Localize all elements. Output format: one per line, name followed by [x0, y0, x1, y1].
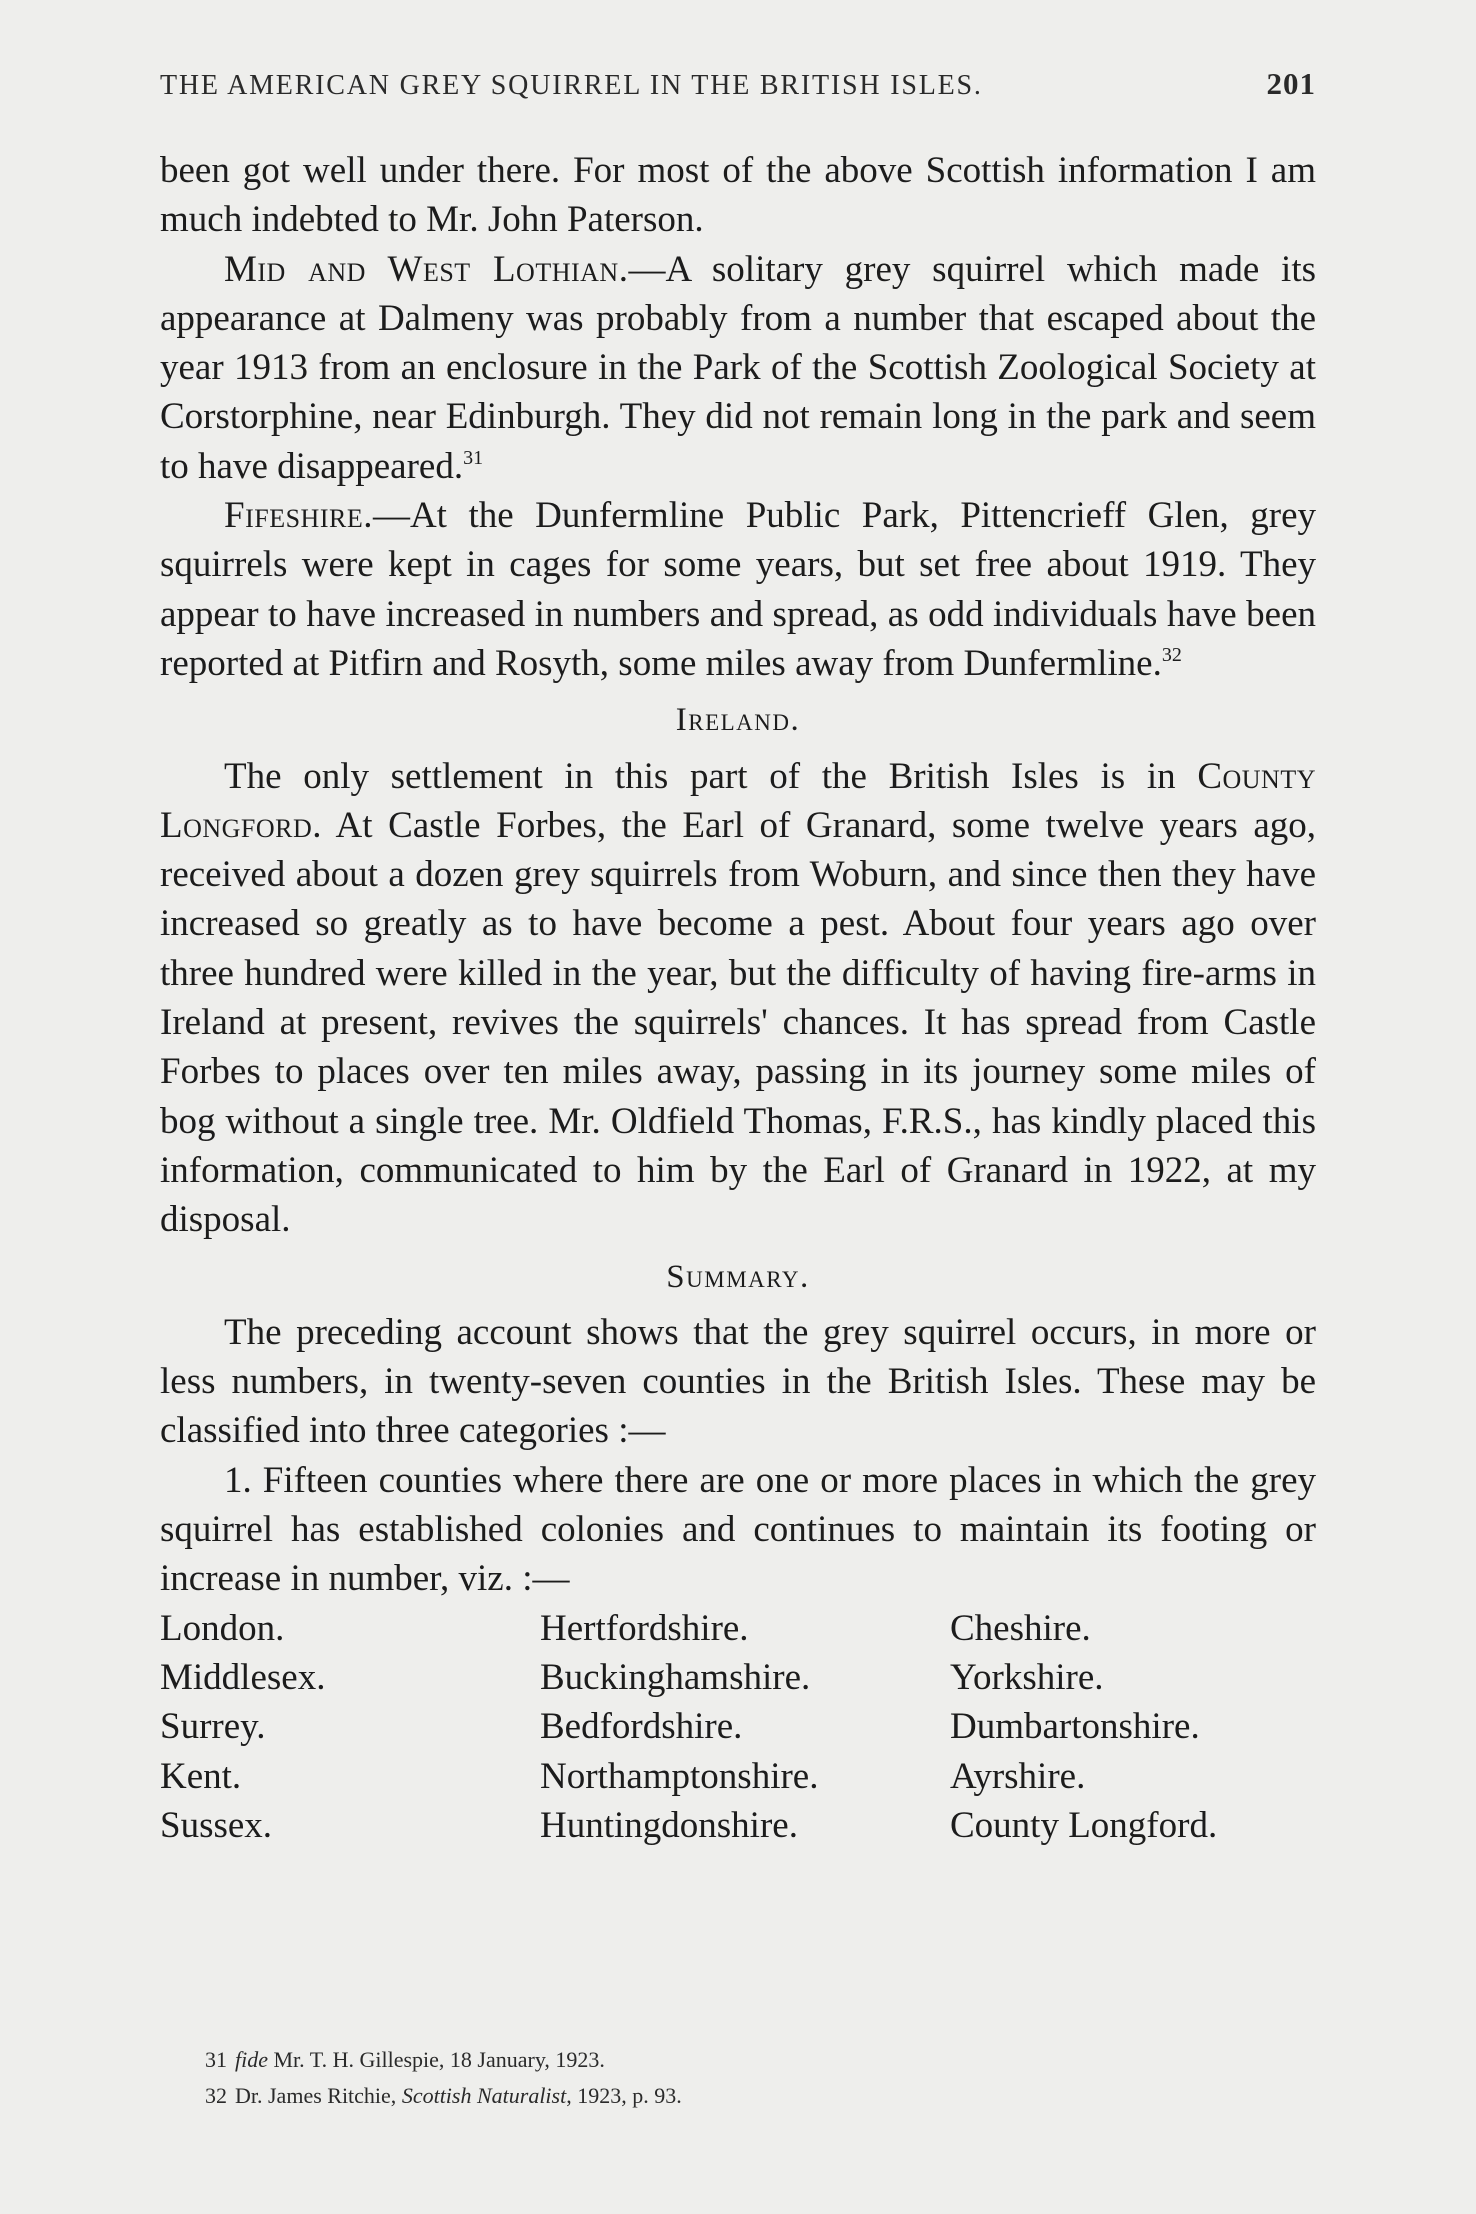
footnote-31 [205, 2042, 1316, 2078]
running-header [160, 66, 1316, 102]
county-cell: Ayrshire. [950, 1755, 1086, 1797]
paragraph-fifeshire [160, 491, 1316, 688]
county-cell: Yorkshire. [950, 1656, 1104, 1698]
county-cell: Buckinghamshire. [540, 1656, 811, 1698]
county-cell: Hertfordshire. [540, 1607, 749, 1649]
heading-summary: Summary. [666, 1258, 810, 1295]
footnote-32 [205, 2078, 1316, 2114]
footnote-ref-31: 31 [463, 446, 484, 469]
county-cell: Cheshire. [950, 1607, 1091, 1649]
paragraph-lothian [160, 245, 1316, 491]
county-cell: County Longford. [950, 1804, 1218, 1846]
paragraph-ireland [160, 752, 1316, 1245]
heading-ireland: Ireland. [675, 702, 801, 739]
paragraph-fifeshire-text: —At the Dunfermline Public Park, Pittencrieff Glen, grey squirrels were kept in cages for some years, but set free about 1919. They appear to have increased in numbers and spread, as odd individuals have been reported at Pitfirn and Rosyth, some miles away from Dunfermline. [160, 495, 1316, 684]
county-cell: Dumbartonshire. [950, 1706, 1200, 1748]
footnote-pre: Dr. James Ritchie, [235, 2083, 402, 2108]
page-number: 201 [1266, 66, 1316, 101]
footnote-number: 31 [205, 2047, 227, 2072]
paragraph-summary: The preceding account shows that the grey squirrel occurs, in more or less numbers, in twenty-seven counties in the British Isles. These may be classified into three categories :— [160, 1311, 1316, 1452]
county-cell: Northamptonshire. [540, 1755, 819, 1797]
paragraph-continuation: been got well under there. For most of the above Scottish information I am much indebted to Mr. John Paterson. [160, 150, 1316, 241]
county-list [160, 1604, 1316, 1850]
county-cell: Kent. [160, 1755, 242, 1797]
section-lead-lothian: Mid and West Lothian. [224, 248, 629, 290]
county-cell: Sussex. [160, 1804, 273, 1846]
running-title: THE AMERICAN GREY SQUIRREL IN THE BRITISH ISLES. [160, 70, 983, 101]
county-cell: Huntingdonshire. [540, 1804, 798, 1846]
county-cell: Bedfordshire. [540, 1706, 743, 1748]
paragraph-ireland-start: The only settlement in this part of the British Isles is in [224, 755, 1198, 797]
paragraph-category-1: 1. Fifteen counties where there are one or more places in which the grey squirrel has established colonies and continues to maintain its footing or increase in number, viz. :— [160, 1459, 1316, 1600]
main-text [160, 146, 1316, 1850]
footnote-text: Mr. T. H. Gillespie, 18 January, 1923. [268, 2047, 605, 2072]
county-cell: Surrey. [160, 1706, 266, 1748]
footnotes [205, 2042, 1316, 2114]
county-cell: London. [160, 1607, 285, 1649]
paragraph-lothian-text: —A solitary grey squirrel which made its appearance at Dalmeny was probably from a number that escaped about the year 1913 from an enclosure in the Park of the Scottish Zoological Society at Corstorphine, near Edinburgh. They did not remain long in the park and seem to have disappeared. [160, 248, 1317, 487]
footnote-number: 32 [205, 2083, 227, 2108]
county-cell: Middlesex. [160, 1656, 326, 1698]
footnote-text: , 1923, p. 93. [566, 2083, 682, 2108]
footnote-italic: Scottish Naturalist [401, 2083, 567, 2108]
footnote-italic: fide [235, 2047, 268, 2072]
section-lead-fifeshire: Fifeshire. [224, 495, 373, 537]
footnote-ref-32: 32 [1161, 643, 1182, 666]
paragraph-ireland-text: At Castle Forbes, the Earl of Granard, some twelve years ago, received about a dozen grey squirrels from Woburn, and since then they have increased so greatly as to have become a pest. About four years ago over three hundred were killed in the year, but the difficulty of having fire-arms in Ireland at present, revives the squirrels' chances. It has spread from Castle Forbes to places over ten miles away, passing in its journey some miles of bog without a single tree. Mr. Oldfield Thomas, F.R.S., has kindly placed this information, communicated to him by the Earl of Granard in 1922, at my disposal. [160, 804, 1316, 1241]
section-lead-longford: County Longford. [160, 755, 1316, 846]
